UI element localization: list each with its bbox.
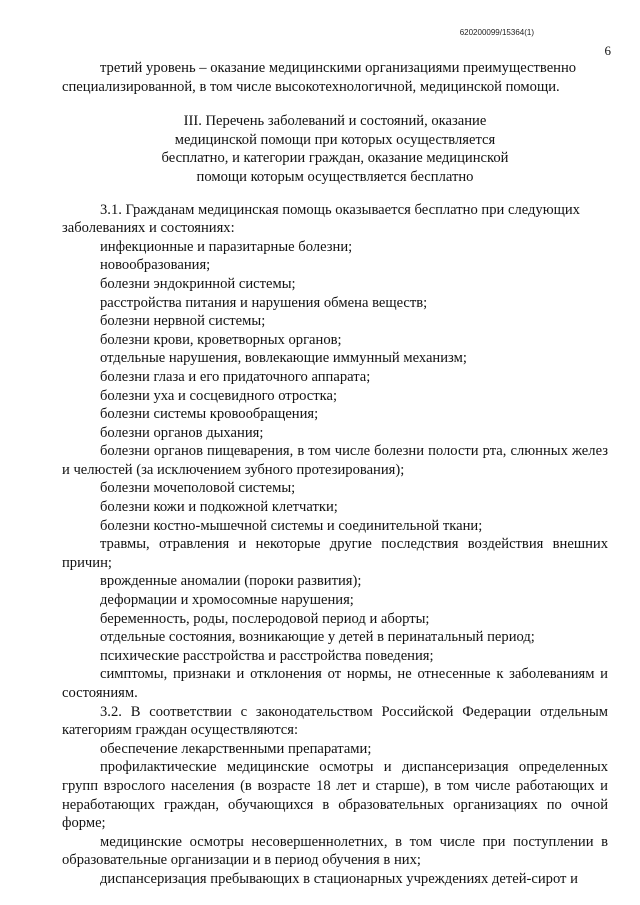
list-item: обеспечение лекарственными препаратами;	[100, 740, 372, 757]
list-item: болезни органов дыхания;	[100, 424, 264, 441]
list-item: новообразования;	[100, 257, 211, 274]
intro-line-2: специализированной, в том числе высокотехнологичной, медицинской помощи.	[62, 78, 560, 95]
document-body	[62, 59, 608, 889]
heading-line-3: бесплатно, и категории граждан, оказание медицинской	[161, 150, 509, 167]
list-item: отдельные состояния, возникающие у детей в перинатальный период;	[100, 629, 535, 646]
list-item: инфекционные и паразитарные болезни;	[100, 238, 353, 255]
list-item: расстройства питания и нарушения обмена веществ;	[100, 294, 428, 311]
list-item: болезни глаза и его придаточного аппарата;	[100, 368, 371, 385]
list-item: симптомы, признаки и отклонения от нормы, не отнесенные к заболеваниям и состояниям.	[62, 666, 608, 701]
list-item: деформации и хромосомные нарушения;	[100, 592, 354, 609]
heading-line-2: медицинской помощи при которых осуществляется	[174, 131, 496, 148]
intro-line-1: третий уровень – оказание медицинскими организациями преимущественно	[100, 60, 577, 76]
list-item: болезни уха и сосцевидного отростка;	[100, 387, 338, 404]
list-item: врожденные аномалии (пороки развития);	[100, 573, 362, 590]
list-item: болезни органов пищеварения, в том числе болезни полости рта, слюнных желез и челюстей (за исключением зубного протезирования);	[62, 443, 608, 478]
list-item: болезни системы кровообращения;	[100, 406, 319, 423]
section-3-1-lead: 3.1. Гражданам медицинская помощь оказывается бесплатно при следующих заболеваниях и состояниях:	[62, 201, 580, 237]
list-item: болезни крови, кроветворных органов;	[100, 331, 342, 348]
list-item: болезни нервной системы;	[100, 313, 266, 330]
heading-line-1: III. Перечень заболеваний и состояний, оказание	[183, 113, 487, 130]
list-item: профилактические медицинские осмотры и диспансеризация определенных групп взрослого населения (в возрасте 18 лет и старше), в том числе работающих и неработающих граждан, обучающихся в образовательных организациях по очной форме;	[62, 759, 608, 832]
heading-line-4: помощи которым осуществляется бесплатно	[196, 168, 474, 185]
page-number: 6	[604, 43, 611, 58]
list-item: отдельные нарушения, вовлекающие иммунный механизм;	[100, 350, 467, 367]
list-item: болезни костно-мышечной системы и соединительной ткани;	[100, 517, 483, 534]
list-item: травмы, отравления и некоторые другие последствия воздействия внешних причин;	[62, 536, 608, 571]
list-item: болезни кожи и подкожной клетчатки;	[100, 499, 338, 516]
list-item: медицинские осмотры несовершеннолетних, в том числе при поступлении в образовательные организации и в период обучения в них;	[62, 833, 608, 869]
section-heading	[62, 112, 608, 186]
list-item: психические расстройства и расстройства поведения;	[100, 647, 434, 664]
list-item: болезни мочеполовой системы;	[100, 480, 296, 497]
list-item: болезни эндокринной системы;	[100, 275, 296, 292]
section-3-2-lead: 3.2. В соответствии с законодательством Российской Федерации отдельным категориям граждан осуществляются:	[62, 703, 608, 739]
list-item: беременность, роды, послеродовой период и аборты;	[100, 610, 430, 627]
document-id: 620200099/15364(1)	[459, 28, 534, 37]
list-item: диспансеризация пребывающих в стационарных учреждениях детей-сирот и	[100, 870, 578, 887]
